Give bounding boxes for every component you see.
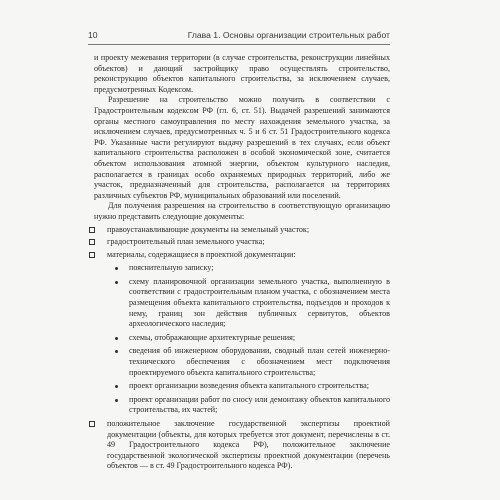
list-item	[89, 419, 390, 472]
sub-list-item-text: схемы, отображающие архитектурные решения;	[129, 332, 296, 342]
sub-list-item	[115, 333, 390, 344]
paragraph-documents-intro: Для получения разрешения на строительство в соответствующую организацию нужно представить следующие документы:	[94, 201, 390, 221]
sub-list-item-text: схему планировочной организации земельного участка, выполненную в соответствии с градостроительным планом участка, с обозначением места размещения объекта капитального строительства, подъездов и проходов к нему, границ зон действия публичных сервитутов, объектов археологического наследия;	[129, 276, 390, 329]
page-body	[94, 53, 390, 474]
sub-list-item	[115, 277, 390, 330]
sub-list-item-text: проект организации работ по сносу или демонтажу объектов капитального строительства, их частей;	[129, 394, 390, 415]
sub-list-item	[115, 346, 390, 378]
list-item-text: правоустанавливающие документы на земельный участок;	[107, 224, 310, 234]
sub-list-item	[115, 263, 390, 274]
list-item-text: материалы, содержащиеся в проектной документации:	[107, 249, 296, 259]
list-item-text: градостроительный план земельного участка;	[107, 237, 265, 247]
checkbox-bullet-icon	[89, 227, 95, 233]
list-item	[89, 250, 390, 416]
sub-list-item-text: проект организации возведения объекта капитального строительства;	[129, 381, 369, 391]
checkbox-bullet-icon	[89, 252, 95, 258]
documents-list	[94, 225, 390, 472]
checkbox-bullet-icon	[89, 421, 95, 427]
checkbox-bullet-icon	[89, 239, 95, 245]
dot-bullet-icon	[115, 267, 118, 270]
dot-bullet-icon	[115, 350, 118, 353]
sub-list-item-text: сведения об инженерном оборудовании, сводный план сетей инженерно-технического обеспечения с обозначением мест подключения проектируемого объекта капитального строительства;	[129, 346, 390, 377]
list-item	[89, 225, 390, 236]
sub-list-item	[115, 381, 390, 392]
dot-bullet-icon	[115, 399, 118, 402]
header-rule	[88, 44, 390, 45]
page-number: 10	[88, 30, 98, 40]
paragraph-continuation: и проекту межевания территории (в случае строительства, реконструкции линейных объектов) и дающий застройщику право осуществлять строительство, реконструкцию объектов капитального строительства, за исключением случаев, предусмотренных Кодексом.	[94, 53, 390, 94]
list-item	[89, 237, 390, 248]
sub-list-item	[115, 395, 390, 416]
dot-bullet-icon	[115, 281, 118, 284]
sub-list-item-text: пояснительную записку;	[129, 263, 214, 273]
paragraph-permit: Разрешение на строительство можно получить в соответствии с Градостроительным кодексом РФ (гл. 6, ст. 51). Выдачей разрешений занимаются органы местного самоуправления по месту нахождения земельного участка, за исключением случаев, предусмотренных ч. 5 и 6 ст. 51 Градостроительного кодекса РФ. Указанные части регулируют выдачу разрешений в тех случаях, если объект капитального строительства расположен в особой экономической зоне, считается объектом использования атомной энергии, объектом культурного наследия, располагается в границах особо охраняемых природных территорий, либо же участок, предназначенный для строительства, располагается на территориях различных субъектов РФ, муниципальных образований или поселений.	[94, 95, 390, 200]
list-item-text: положительное заключение государственной экспертизы проектной документации (объекты, для которых требуется этот документ, перечислены в ст. 49 Градостроительного кодекса РФ), положительное заключение государственной экологической экспертизы проектной документации (перечень объектов — в ст. 49 Градостроительного кодекса РФ).	[107, 419, 390, 471]
chapter-title: Глава 1. Основы организации строительных работ	[187, 30, 390, 40]
materials-list	[107, 263, 390, 416]
dot-bullet-icon	[115, 337, 118, 340]
running-head	[88, 30, 390, 44]
dot-bullet-icon	[115, 385, 118, 388]
